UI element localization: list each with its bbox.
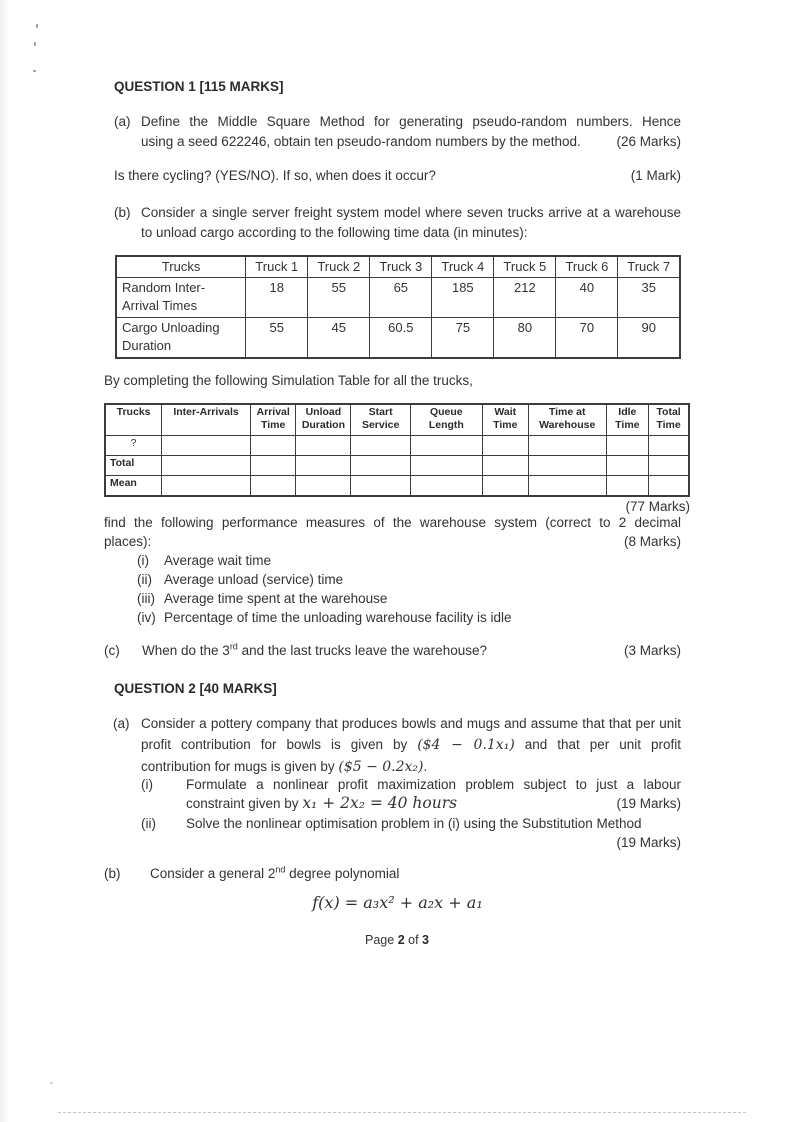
header-cell: Truck 1 xyxy=(246,256,308,278)
q2a-line3-pre: contribution for mugs is given by xyxy=(141,759,339,774)
empty-cell xyxy=(649,436,689,456)
q2a-line2-post: and that per unit profit xyxy=(514,737,681,752)
measure-num: (i) xyxy=(137,553,149,568)
q1c-post: and the last trucks leave the warehouse? xyxy=(237,643,487,658)
q2ai-line1: Formulate a nonlinear profit maximization problem subject to just a labour xyxy=(186,777,681,792)
empty-cell xyxy=(410,456,482,476)
measure-num: (iii) xyxy=(137,591,155,606)
table-row xyxy=(105,436,689,456)
empty-cell xyxy=(410,476,482,497)
sim-intro: By completing the following Simulation Table for all the trucks, xyxy=(104,373,473,388)
header-cell: Truck 2 xyxy=(308,256,370,278)
empty-cell xyxy=(296,456,351,476)
q1-cycling-row xyxy=(114,166,681,186)
q1c-sup: rd xyxy=(229,641,238,652)
q2ai-line2-pre: constraint given by xyxy=(186,796,303,811)
q2aii-line1: Solve the nonlinear optimisation problem in (i) using the Substitution Method xyxy=(186,816,642,831)
q2a-line2-math: ($4 − 0.1x₁) xyxy=(417,737,515,753)
q2a-line3-post: . xyxy=(423,759,428,774)
header-cell: Trucks xyxy=(116,256,246,278)
empty-cell xyxy=(250,436,296,456)
row-label: ? xyxy=(105,436,162,456)
table-row xyxy=(116,278,680,318)
header-cell: Truck 3 xyxy=(370,256,432,278)
row-label: Total xyxy=(105,456,162,476)
footer-text: Page xyxy=(365,933,398,947)
empty-cell xyxy=(162,456,251,476)
q2b-pre: Consider a general 2 xyxy=(150,866,276,881)
q2aii-marks: (19 Marks) xyxy=(616,835,681,850)
q2b-label: (b) xyxy=(104,866,121,881)
q2ai-line2-math: x₁ + 2x₂ = 40 hours xyxy=(302,794,458,812)
footer-total-pages: 3 xyxy=(422,933,429,947)
empty-cell xyxy=(250,456,296,476)
row-label: Random Inter-Arrival Times xyxy=(116,278,246,318)
q1c-row xyxy=(142,641,681,661)
empty-cell xyxy=(528,476,606,497)
measure-text: Average wait time xyxy=(164,553,272,568)
data-cell: 75 xyxy=(432,318,494,359)
q1b-line1: Consider a single server freight system model where seven trucks arrive at a warehouse xyxy=(141,205,681,220)
data-cell: 185 xyxy=(432,278,494,318)
simtable-marks: (77 Marks) xyxy=(625,499,690,514)
header-cell: Truck 5 xyxy=(494,256,556,278)
empty-cell xyxy=(482,456,528,476)
scan-bottom-line xyxy=(58,1112,746,1113)
q1-cycling-marks: (1 Mark) xyxy=(630,168,681,183)
q1b-line2: to unload cargo according to the following time data (in minutes): xyxy=(141,225,528,240)
q2a-line2-pre: profit contribution for bowls is given by xyxy=(141,737,418,752)
data-cell: 40 xyxy=(556,278,618,318)
q1-find-row xyxy=(104,532,681,552)
q2a-line3 xyxy=(141,757,427,777)
header-cell: Unload Duration xyxy=(296,404,351,436)
header-cell: Trucks xyxy=(105,404,162,436)
measure-item xyxy=(137,589,387,609)
header-cell: Truck 4 xyxy=(432,256,494,278)
measure-item xyxy=(137,570,343,590)
q2a-line3-math: ($5 − 0.2x₂) xyxy=(338,759,424,775)
measure-text: Average time spent at the warehouse xyxy=(164,591,388,606)
data-cell: 65 xyxy=(370,278,432,318)
row-label: Cargo Unloading Duration xyxy=(116,318,246,359)
scan-speck xyxy=(34,42,36,46)
header-cell: Start Service xyxy=(351,404,411,436)
data-cell: 35 xyxy=(618,278,680,318)
q2b-sup: nd xyxy=(275,864,286,875)
data-cell: 18 xyxy=(246,278,308,318)
empty-cell xyxy=(250,476,296,497)
empty-cell xyxy=(351,476,411,497)
q1c-label: (c) xyxy=(104,643,120,658)
data-cell: 55 xyxy=(308,278,370,318)
empty-cell xyxy=(528,456,606,476)
footer-text: of xyxy=(404,933,423,947)
q2ai-num: (i) xyxy=(141,777,153,792)
header-cell: Idle Time xyxy=(606,404,649,436)
measure-item xyxy=(137,608,511,628)
data-cell: 70 xyxy=(556,318,618,359)
q1-find-line1: find the following performance measures of the warehouse system (correct to 2 decimal xyxy=(104,515,681,530)
table-row xyxy=(116,318,680,359)
empty-cell xyxy=(410,436,482,456)
q2ai-constraint xyxy=(186,793,457,814)
q1-find-marks: (8 Marks) xyxy=(624,534,681,549)
measure-text: Average unload (service) time xyxy=(164,572,344,587)
simulation-table xyxy=(104,403,690,497)
q1c-marks: (3 Marks) xyxy=(624,643,681,658)
header-cell: Truck 7 xyxy=(618,256,680,278)
data-cell: 45 xyxy=(308,318,370,359)
q1-title: QUESTION 1 [115 MARKS] xyxy=(114,79,284,94)
empty-cell xyxy=(606,456,649,476)
q2-formula: f(x) = a₃x² + a₂x + a₁ xyxy=(312,893,483,912)
data-cell: 55 xyxy=(246,318,308,359)
q2b-post: degree polynomial xyxy=(285,866,400,881)
q2ai-marks: (19 Marks) xyxy=(616,796,681,811)
table-row xyxy=(105,456,689,476)
empty-cell xyxy=(351,456,411,476)
q2-title: QUESTION 2 [40 MARKS] xyxy=(114,681,277,696)
q2a-line2 xyxy=(141,735,681,757)
q2aii-num: (ii) xyxy=(141,816,156,831)
scan-speck xyxy=(50,1082,53,1084)
header-cell: Total Time xyxy=(649,404,689,436)
q2b-text xyxy=(150,864,399,884)
empty-cell xyxy=(351,436,411,456)
empty-cell xyxy=(649,456,689,476)
q1a-line2-row xyxy=(141,132,681,152)
q2a-label: (a) xyxy=(113,716,130,731)
scan-speck xyxy=(36,24,38,28)
header-cell: Wait Time xyxy=(482,404,528,436)
empty-cell xyxy=(606,436,649,456)
empty-cell xyxy=(296,476,351,497)
data-cell: 80 xyxy=(494,318,556,359)
scan-edge-shadow xyxy=(0,0,9,1122)
arrival-data-table xyxy=(115,255,681,359)
empty-cell xyxy=(296,436,351,456)
scan-speck xyxy=(33,70,36,72)
q1c-text xyxy=(142,641,487,661)
q2ai-line2-row xyxy=(186,793,681,814)
q1-find-line2: places): xyxy=(104,534,152,549)
q1a-line2: using a seed 622246, obtain ten pseudo-random numbers by the method. xyxy=(141,134,581,149)
header-cell: Arrival Time xyxy=(250,404,296,436)
measure-text: Percentage of time the unloading warehouse facility is idle xyxy=(164,610,512,625)
table-row xyxy=(116,256,680,278)
header-cell: Inter-Arrivals xyxy=(162,404,251,436)
q1a-line1: Define the Middle Square Method for generating pseudo-random numbers. Hence xyxy=(141,114,681,129)
page-footer xyxy=(0,930,794,950)
empty-cell xyxy=(482,476,528,497)
header-cell: Truck 6 xyxy=(556,256,618,278)
header-cell: Time at Warehouse xyxy=(528,404,606,436)
data-cell: 60.5 xyxy=(370,318,432,359)
data-cell: 212 xyxy=(494,278,556,318)
measure-num: (iv) xyxy=(137,610,156,625)
empty-cell xyxy=(162,476,251,497)
empty-cell xyxy=(649,476,689,497)
footer-page-number: 2 xyxy=(397,933,405,947)
q1a-label: (a) xyxy=(114,114,131,129)
row-label: Mean xyxy=(105,476,162,497)
measure-num: (ii) xyxy=(137,572,152,587)
q1-cycling-text: Is there cycling? (YES/NO). If so, when does it occur? xyxy=(114,168,436,183)
table-row xyxy=(105,404,689,436)
q1c-pre: When do the 3 xyxy=(142,643,230,658)
header-cell: Queue Length xyxy=(410,404,482,436)
q1b-label: (b) xyxy=(114,205,131,220)
q1a-marks: (26 Marks) xyxy=(616,134,681,149)
empty-cell xyxy=(528,436,606,456)
empty-cell xyxy=(162,436,251,456)
table-row xyxy=(105,476,689,497)
empty-cell xyxy=(482,436,528,456)
measure-item xyxy=(137,551,271,571)
empty-cell xyxy=(606,476,649,497)
q2a-line1: Consider a pottery company that produces bowls and mugs and assume that that per unit xyxy=(141,716,681,731)
data-cell: 90 xyxy=(618,318,680,359)
